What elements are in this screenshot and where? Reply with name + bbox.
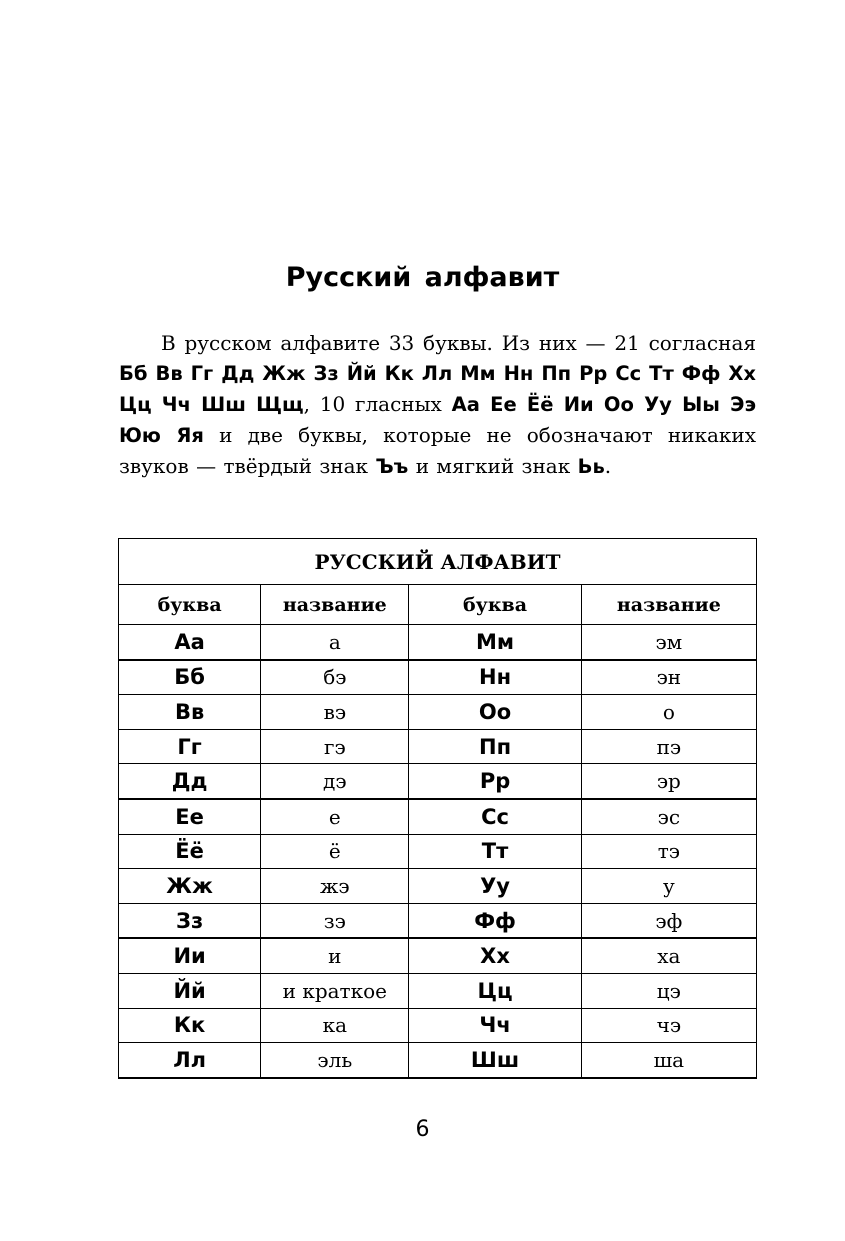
table-cell-name: чэ — [581, 1008, 756, 1043]
table-cell-letter: Ёё — [119, 834, 261, 869]
table-cell-name: зэ — [261, 903, 409, 938]
table-cell-letter: Зз — [119, 903, 261, 938]
table-cell-name: а — [261, 625, 409, 660]
table-cell-name: вэ — [261, 695, 409, 730]
column-header-name: название — [261, 585, 409, 625]
table-cell-letter: Йй — [119, 973, 261, 1008]
intro-paragraph — [119, 328, 756, 482]
consonant-list: Бб Вв Гг Дд Жж Зз Йй Кк Лл Мм Нн Пп Рр Сс Тт Фф Хх Цц Чч Шш Щщ — [119, 362, 756, 416]
table-cell-name: эм — [581, 625, 756, 660]
table-cell-name: о — [581, 695, 756, 730]
vowel-list: Аа Ее Ёё Ии Оо Уу Ыы Ээ Юю Яя — [119, 393, 757, 447]
table-row — [119, 973, 757, 1008]
page-title: Русский алфавит — [285, 262, 560, 293]
table-cell-name: эс — [581, 799, 756, 834]
table-cell-letter: Рр — [409, 764, 581, 799]
intro-text-1: В русском алфавите 33 буквы. Из них — 21 согласная — [161, 331, 756, 355]
table-cell-letter: Хх — [409, 938, 581, 973]
table-cell-name: е — [261, 799, 409, 834]
table-row — [119, 1043, 757, 1078]
soft-sign: Ьь — [577, 455, 605, 478]
alphabet-table — [118, 538, 757, 1079]
table-row — [119, 938, 757, 973]
table-row — [119, 729, 757, 764]
table-cell-letter: Вв — [119, 695, 261, 730]
table-cell-name: цэ — [581, 973, 756, 1008]
page-number: 6 — [415, 1117, 430, 1142]
table-cell-name: жэ — [261, 869, 409, 904]
table-row — [119, 869, 757, 904]
table-cell-name: пэ — [581, 729, 756, 764]
table-cell-letter: Тт — [409, 834, 581, 869]
table-cell-name: и краткое — [261, 973, 409, 1008]
table-cell-name: и — [261, 938, 409, 973]
intro-text-4: и мягкий знак — [415, 454, 571, 478]
table-cell-name: эль — [261, 1043, 409, 1078]
intro-text-5: . — [604, 454, 612, 478]
table-cell-name: ё — [261, 834, 409, 869]
table-cell-letter: Мм — [409, 625, 581, 660]
table-cell-letter: Жж — [119, 869, 261, 904]
intro-text-2: , 10 гласных — [303, 392, 442, 416]
table-cell-name: тэ — [581, 834, 756, 869]
table-cell-letter: Гг — [119, 729, 261, 764]
intro-text-3: и две буквы, которые не обозначают никаких звуков — твёрдый знак — [119, 423, 757, 478]
table-row — [119, 660, 757, 695]
table-cell-name: ша — [581, 1043, 756, 1078]
table-row — [119, 764, 757, 799]
table-cell-name: эр — [581, 764, 756, 799]
table-cell-letter: Лл — [119, 1043, 261, 1078]
table-cell-name: дэ — [261, 764, 409, 799]
table-row — [119, 695, 757, 730]
table-cell-letter: Аа — [119, 625, 261, 660]
table-cell-letter: Кк — [119, 1008, 261, 1043]
table-cell-letter: Ии — [119, 938, 261, 973]
column-header-letter: буква — [119, 585, 261, 625]
table-cell-letter: Цц — [409, 973, 581, 1008]
table-cell-letter: Нн — [409, 660, 581, 695]
hard-sign: Ъъ — [375, 455, 409, 478]
table-cell-letter: Дд — [119, 764, 261, 799]
table-cell-letter: Уу — [409, 869, 581, 904]
table-row — [119, 834, 757, 869]
table-cell-letter: Сс — [409, 799, 581, 834]
table-row — [119, 1008, 757, 1043]
table-row — [119, 903, 757, 938]
table-cell-name: ка — [261, 1008, 409, 1043]
table-cell-name: эф — [581, 903, 756, 938]
table-cell-letter: Ее — [119, 799, 261, 834]
column-header-letter: буква — [409, 585, 581, 625]
table-cell-letter: Чч — [409, 1008, 581, 1043]
table-cell-name: гэ — [261, 729, 409, 764]
table-cell-letter: Бб — [119, 660, 261, 695]
table-row — [119, 799, 757, 834]
table-cell-name: ха — [581, 938, 756, 973]
table-cell-letter: Оо — [409, 695, 581, 730]
table-cell-letter: Фф — [409, 903, 581, 938]
table-cell-letter: Шш — [409, 1043, 581, 1078]
table-caption: РУССКИЙ АЛФАВИТ — [119, 539, 757, 585]
table-body — [119, 625, 757, 1078]
column-header-name: название — [581, 585, 756, 625]
table-cell-letter: Пп — [409, 729, 581, 764]
table-row — [119, 625, 757, 660]
table-cell-name: у — [581, 869, 756, 904]
table-cell-name: бэ — [261, 660, 409, 695]
table-cell-name: эн — [581, 660, 756, 695]
